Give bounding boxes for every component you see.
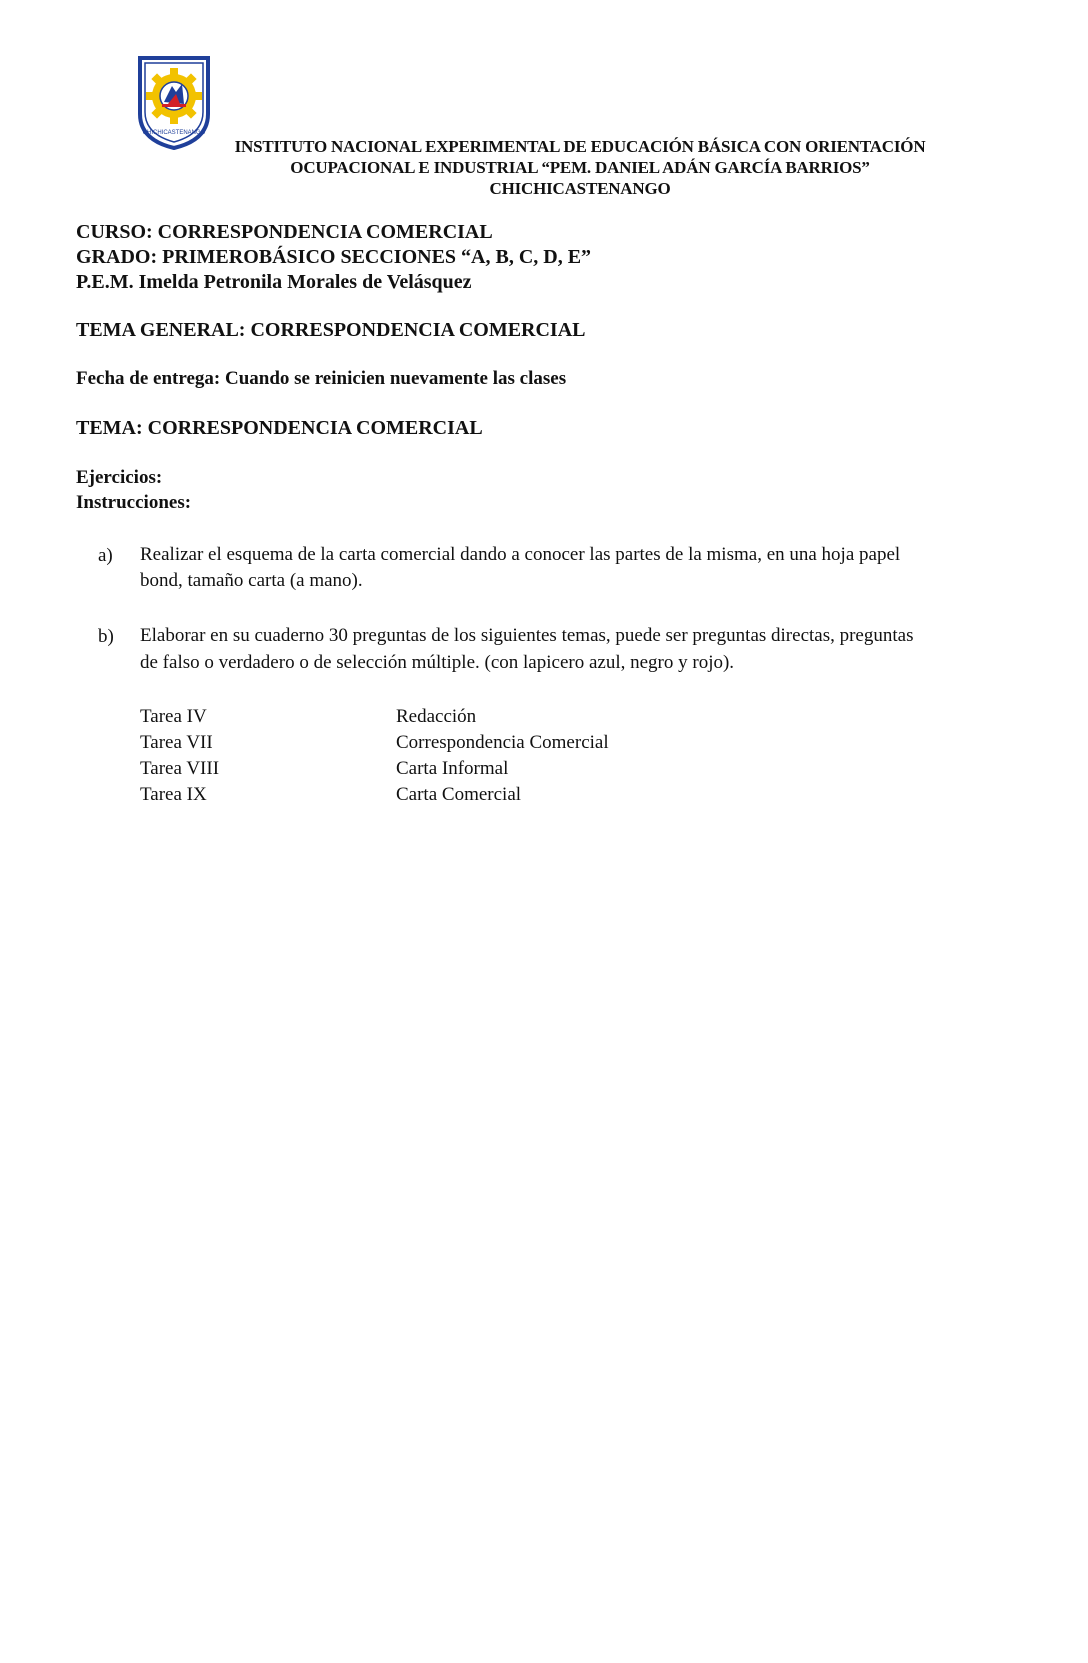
task-topic: Carta Comercial <box>396 784 522 805</box>
item-b-line1: Elaborar en su cuaderno 30 preguntas de los siguientes temas, puede ser preguntas directas, preguntas <box>140 625 914 646</box>
institute-location: CHICHICASTENANGO <box>489 179 671 198</box>
course-line: CURSO: CORRESPONDENCIA COMERCIAL <box>76 221 493 243</box>
item-b-label: b) <box>98 626 114 647</box>
task-name: Tarea IX <box>140 784 207 805</box>
institute-name-line2: OCUPACIONAL E INDUSTRIAL “PEM. DANIEL ADÁN GARCÍA BARRIOS” <box>290 158 870 177</box>
task-name: Tarea VII <box>140 732 213 753</box>
task-topic: Redacción <box>396 706 477 727</box>
logo-text: CHICHICASTENANGO <box>142 130 206 136</box>
item-a-line2: bond, tamaño carta (a mano). <box>140 570 363 591</box>
item-a-line1: Realizar el esquema de la carta comercial dando a conocer las partes de la misma, en una hoja papel <box>140 544 901 565</box>
item-a-label: a) <box>98 545 113 566</box>
teacher-line: P.E.M. Imelda Petronila Morales de Velásquez <box>76 271 472 293</box>
task-topic: Correspondencia Comercial <box>396 732 609 753</box>
item-b-line2: de falso o verdadero o de selección múltiple. (con lapicero azul, negro y rojo). <box>140 652 735 673</box>
instructions-heading: Instrucciones: <box>76 492 192 513</box>
task-name: Tarea VIII <box>140 758 220 779</box>
task-name: Tarea IV <box>140 706 207 727</box>
institute-name-line1: INSTITUTO NACIONAL EXPERIMENTAL DE EDUCACIÓN BÁSICA CON ORIENTACIÓN <box>234 137 926 156</box>
due-date: Fecha de entrega: Cuando se reinicien nuevamente las clases <box>76 368 567 389</box>
general-topic: TEMA GENERAL: CORRESPONDENCIA COMERCIAL <box>76 319 586 341</box>
grade-line: GRADO: PRIMEROBÁSICO SECCIONES “A, B, C, D, E” <box>76 246 592 268</box>
task-topic: Carta Informal <box>396 758 509 779</box>
topic: TEMA: CORRESPONDENCIA COMERCIAL <box>76 417 483 439</box>
exercises-heading: Ejercicios: <box>76 467 163 488</box>
